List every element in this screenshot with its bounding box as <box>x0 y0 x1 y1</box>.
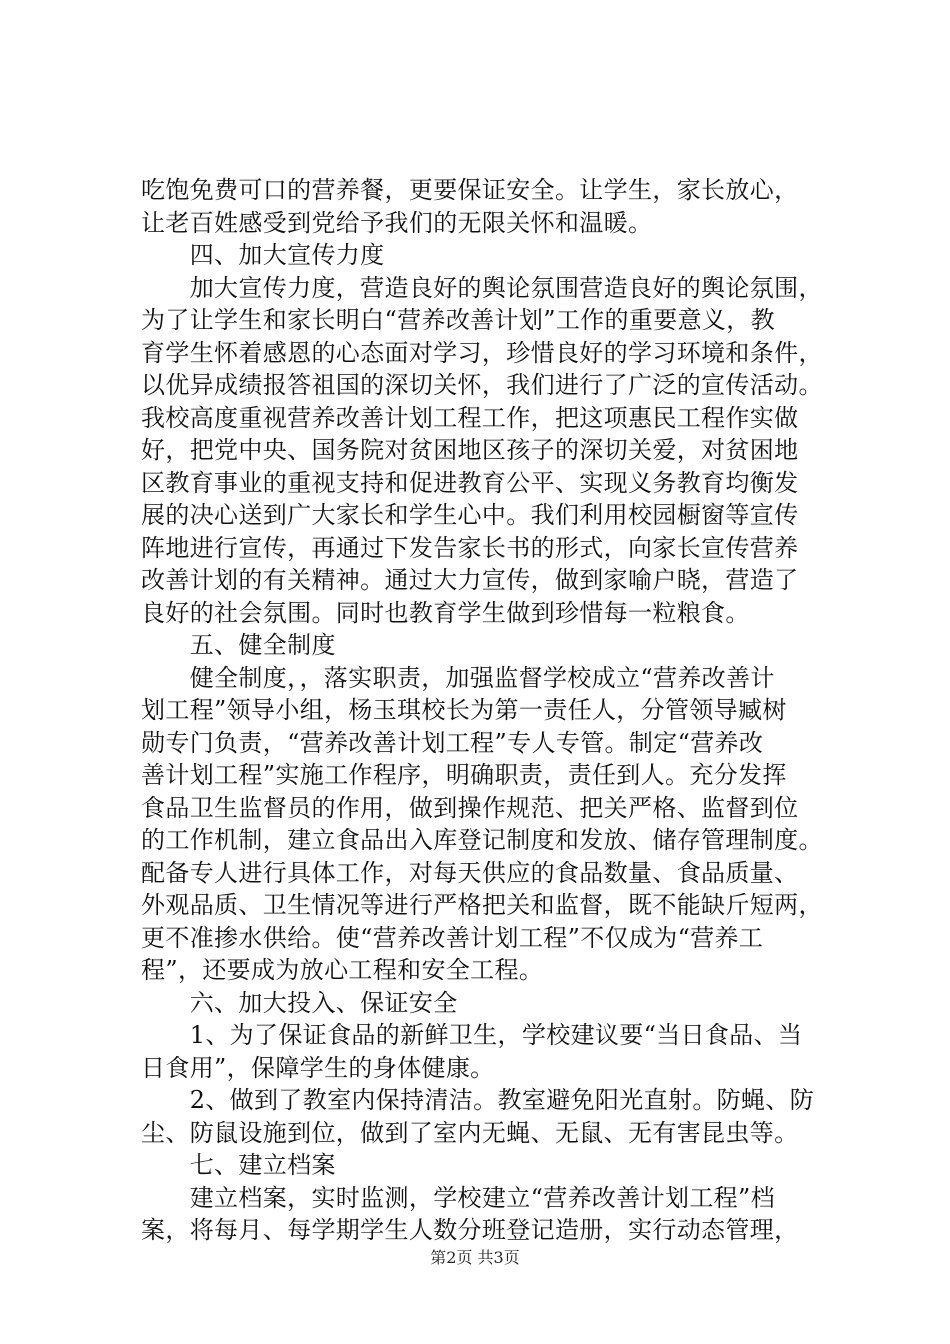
text-line: 改善计划的有关精神。通过大力宣传，做到家喻户晓，营造了 <box>141 566 799 594</box>
section-heading: 四、加大宣传力度 <box>141 241 385 269</box>
text-line: 食品卫生监督员的作用，做到操作规范、把关严格、监督到位 <box>141 793 799 822</box>
text-line: 吃饱免费可口的营养餐，更要保证安全。让学生，家长放心， <box>141 176 799 204</box>
section-heading: 六、加大投入、保证安全 <box>141 988 458 1017</box>
text-line: 育学生怀着感恩的心态面对学习，珍惜良好的学习环境和条件， <box>141 338 823 367</box>
text-line: 展的决心送到广大家长和学生心中。我们利用校园橱窗等宣传 <box>141 501 799 529</box>
text-line: 更不准掺水供给。使“营养改善计划工程”不仅成为“营养工 <box>141 923 764 952</box>
text-line: 阵地进行宣传，再通过下发告家长书的形式，向家长宣传营养 <box>141 533 799 562</box>
text-line: 良好的社会氛围。同时也教育学生做到珍惜每一粒粮食。 <box>141 598 750 627</box>
text-line: 2、做到了教室内保持清洁。教室避免阳光直射。防蝇、防 <box>141 1086 815 1114</box>
text-line: 健全制度，，落实职责，加强监督学校成立“营养改善计 <box>141 663 775 692</box>
text-line: 划工程”领导小组，杨玉琪校长为第一责任人，分管领导臧树 <box>141 696 787 724</box>
body-text <box>141 174 841 1247</box>
text-line: 善计划工程”实施工作程序，明确职责，责任到人。充分发挥 <box>141 761 787 789</box>
text-line: 案，将每月、每学期学生人数分班登记造册，实行动态管理， <box>141 1216 799 1244</box>
text-line: 加大宣传力度，营造良好的舆论氛围营造良好的舆论氛围， <box>141 273 823 302</box>
text-line: 日食用”，保障学生的身体健康。 <box>141 1053 495 1082</box>
text-line: 1、为了保证食品的新鲜卫生，学校建议要“当日食品、当 <box>141 1021 803 1049</box>
text-line: 区教育事业的重视支持和促进教育公平、实现义务教育均衡发 <box>141 468 799 497</box>
page-number: 第2页 共3页 <box>430 1248 520 1267</box>
text-line: 的工作机制，建立食品出入库登记制度和发放、储存管理制度。 <box>141 826 823 854</box>
text-line: 我校高度重视营养改善计划工程工作，把这项惠民工程作实做 <box>141 403 799 432</box>
section-heading: 五、健全制度 <box>141 631 336 659</box>
text-line: 好，把党中央、国务院对贫困地区孩子的深切关爱，对贫困地 <box>141 436 799 464</box>
text-line: 外观品质、卫生情况等进行严格把关和监督，既不能缺斤短两， <box>141 891 823 919</box>
text-line: 为了让学生和家长明白“营养改善计划”工作的重要意义，教 <box>141 306 775 334</box>
text-line: 让老百姓感受到党给予我们的无限关怀和温暖。 <box>141 208 653 237</box>
text-line: 程”，还要成为放心工程和安全工程。 <box>141 956 544 984</box>
text-line: 配备专人进行具体工作，对每天供应的食品数量、食品质量、 <box>141 858 799 887</box>
text-line: 勋专门负责，“营养改善计划工程”专人专管。制定“营养改 <box>141 728 764 757</box>
text-line: 以优异成绩报答祖国的深切关怀，我们进行了广泛的宣传活动。 <box>141 371 823 399</box>
text-line: 建立档案，实时监测，学校建立“营养改善计划工程”档 <box>141 1183 775 1212</box>
text-line: 尘、防鼠设施到位，做到了室内无蝇、无鼠、无有害昆虫等。 <box>141 1118 799 1147</box>
section-heading: 七、建立档案 <box>141 1151 336 1179</box>
